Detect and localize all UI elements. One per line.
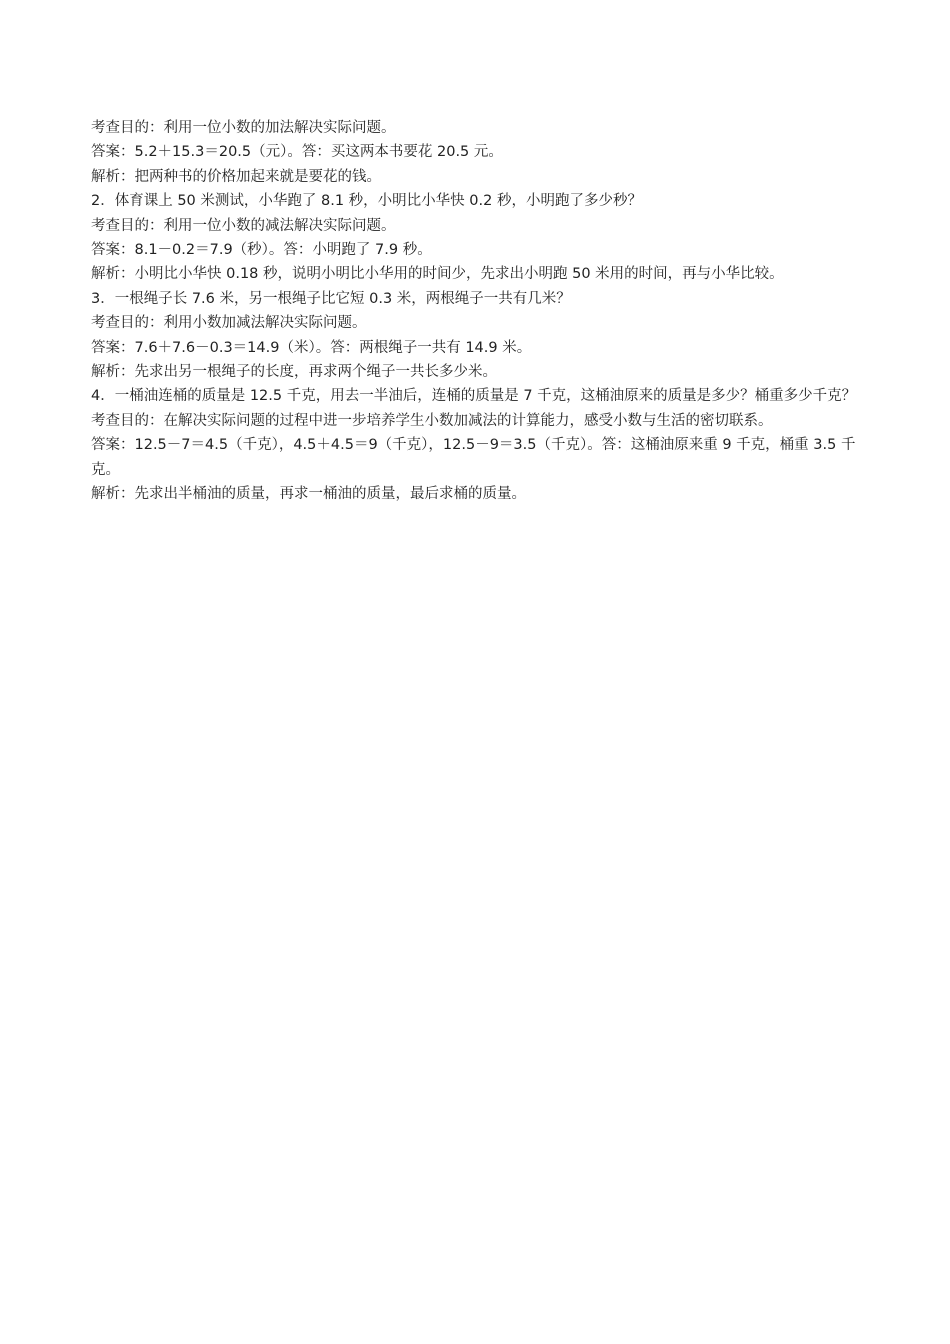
- question-3: 3．一根绳子长 7.6 米，另一根绳子比它短 0.3 米，两根绳子一共有几米？: [91, 290, 571, 307]
- question-2: 2．体育课上 50 米测试，小华跑了 8.1 秒，小明比小华快 0.2 秒，小明跑了多少秒？: [91, 193, 642, 210]
- analysis-line-4: 解析：先求出半桶油的质量，再求一桶油的质量，最后求桶的质量。: [91, 486, 526, 503]
- analysis-line-3: 解析：先求出另一根绳子的长度，再求两个绳子一共长多少米。: [91, 364, 497, 381]
- document-body: [91, 116, 866, 507]
- answer-line-3: 答案：7.6＋7.6－0.3＝14.9（米）。答：两根绳子一共有 14.9 米。: [91, 339, 532, 356]
- analysis-line-2: 解析：小明比小华快 0.18 秒，说明小明比小华用的时间少，先求出小明跑 50 米用的时间，再与小华比较。: [91, 266, 784, 283]
- purpose-line-4: 考查目的：在解决实际问题的过程中进一步培养学生小数加减法的计算能力，感受小数与生活的密切联系。: [91, 412, 773, 429]
- analysis-line-1: 解析：把两种书的价格加起来就是要花的钱。: [91, 168, 381, 185]
- answer-line-1: 答案：5.2＋15.3＝20.5（元）。答：买这两本书要花 20.5 元。: [91, 144, 503, 161]
- question-4: 4．一桶油连桶的质量是 12.5 千克，用去一半油后，连桶的质量是 7 千克，这桶油原来的质量是多少？桶重多少千克？: [91, 388, 857, 405]
- answer-line-2: 答案：8.1－0.2＝7.9（秒）。答：小明跑了 7.9 秒。: [91, 242, 432, 259]
- purpose-line-3: 考查目的：利用小数加减法解决实际问题。: [91, 315, 367, 332]
- purpose-line-1: 考查目的：利用一位小数的加法解决实际问题。: [91, 120, 396, 136]
- answer-line-4: 答案：12.5－7＝4.5（千克），4.5＋4.5＝9（千克），12.5－9＝3.5（千克）。答：这桶油原来重 9 千克，桶重 3.5 千克。: [91, 437, 856, 478]
- purpose-line-2: 考查目的：利用一位小数的减法解决实际问题。: [91, 217, 396, 234]
